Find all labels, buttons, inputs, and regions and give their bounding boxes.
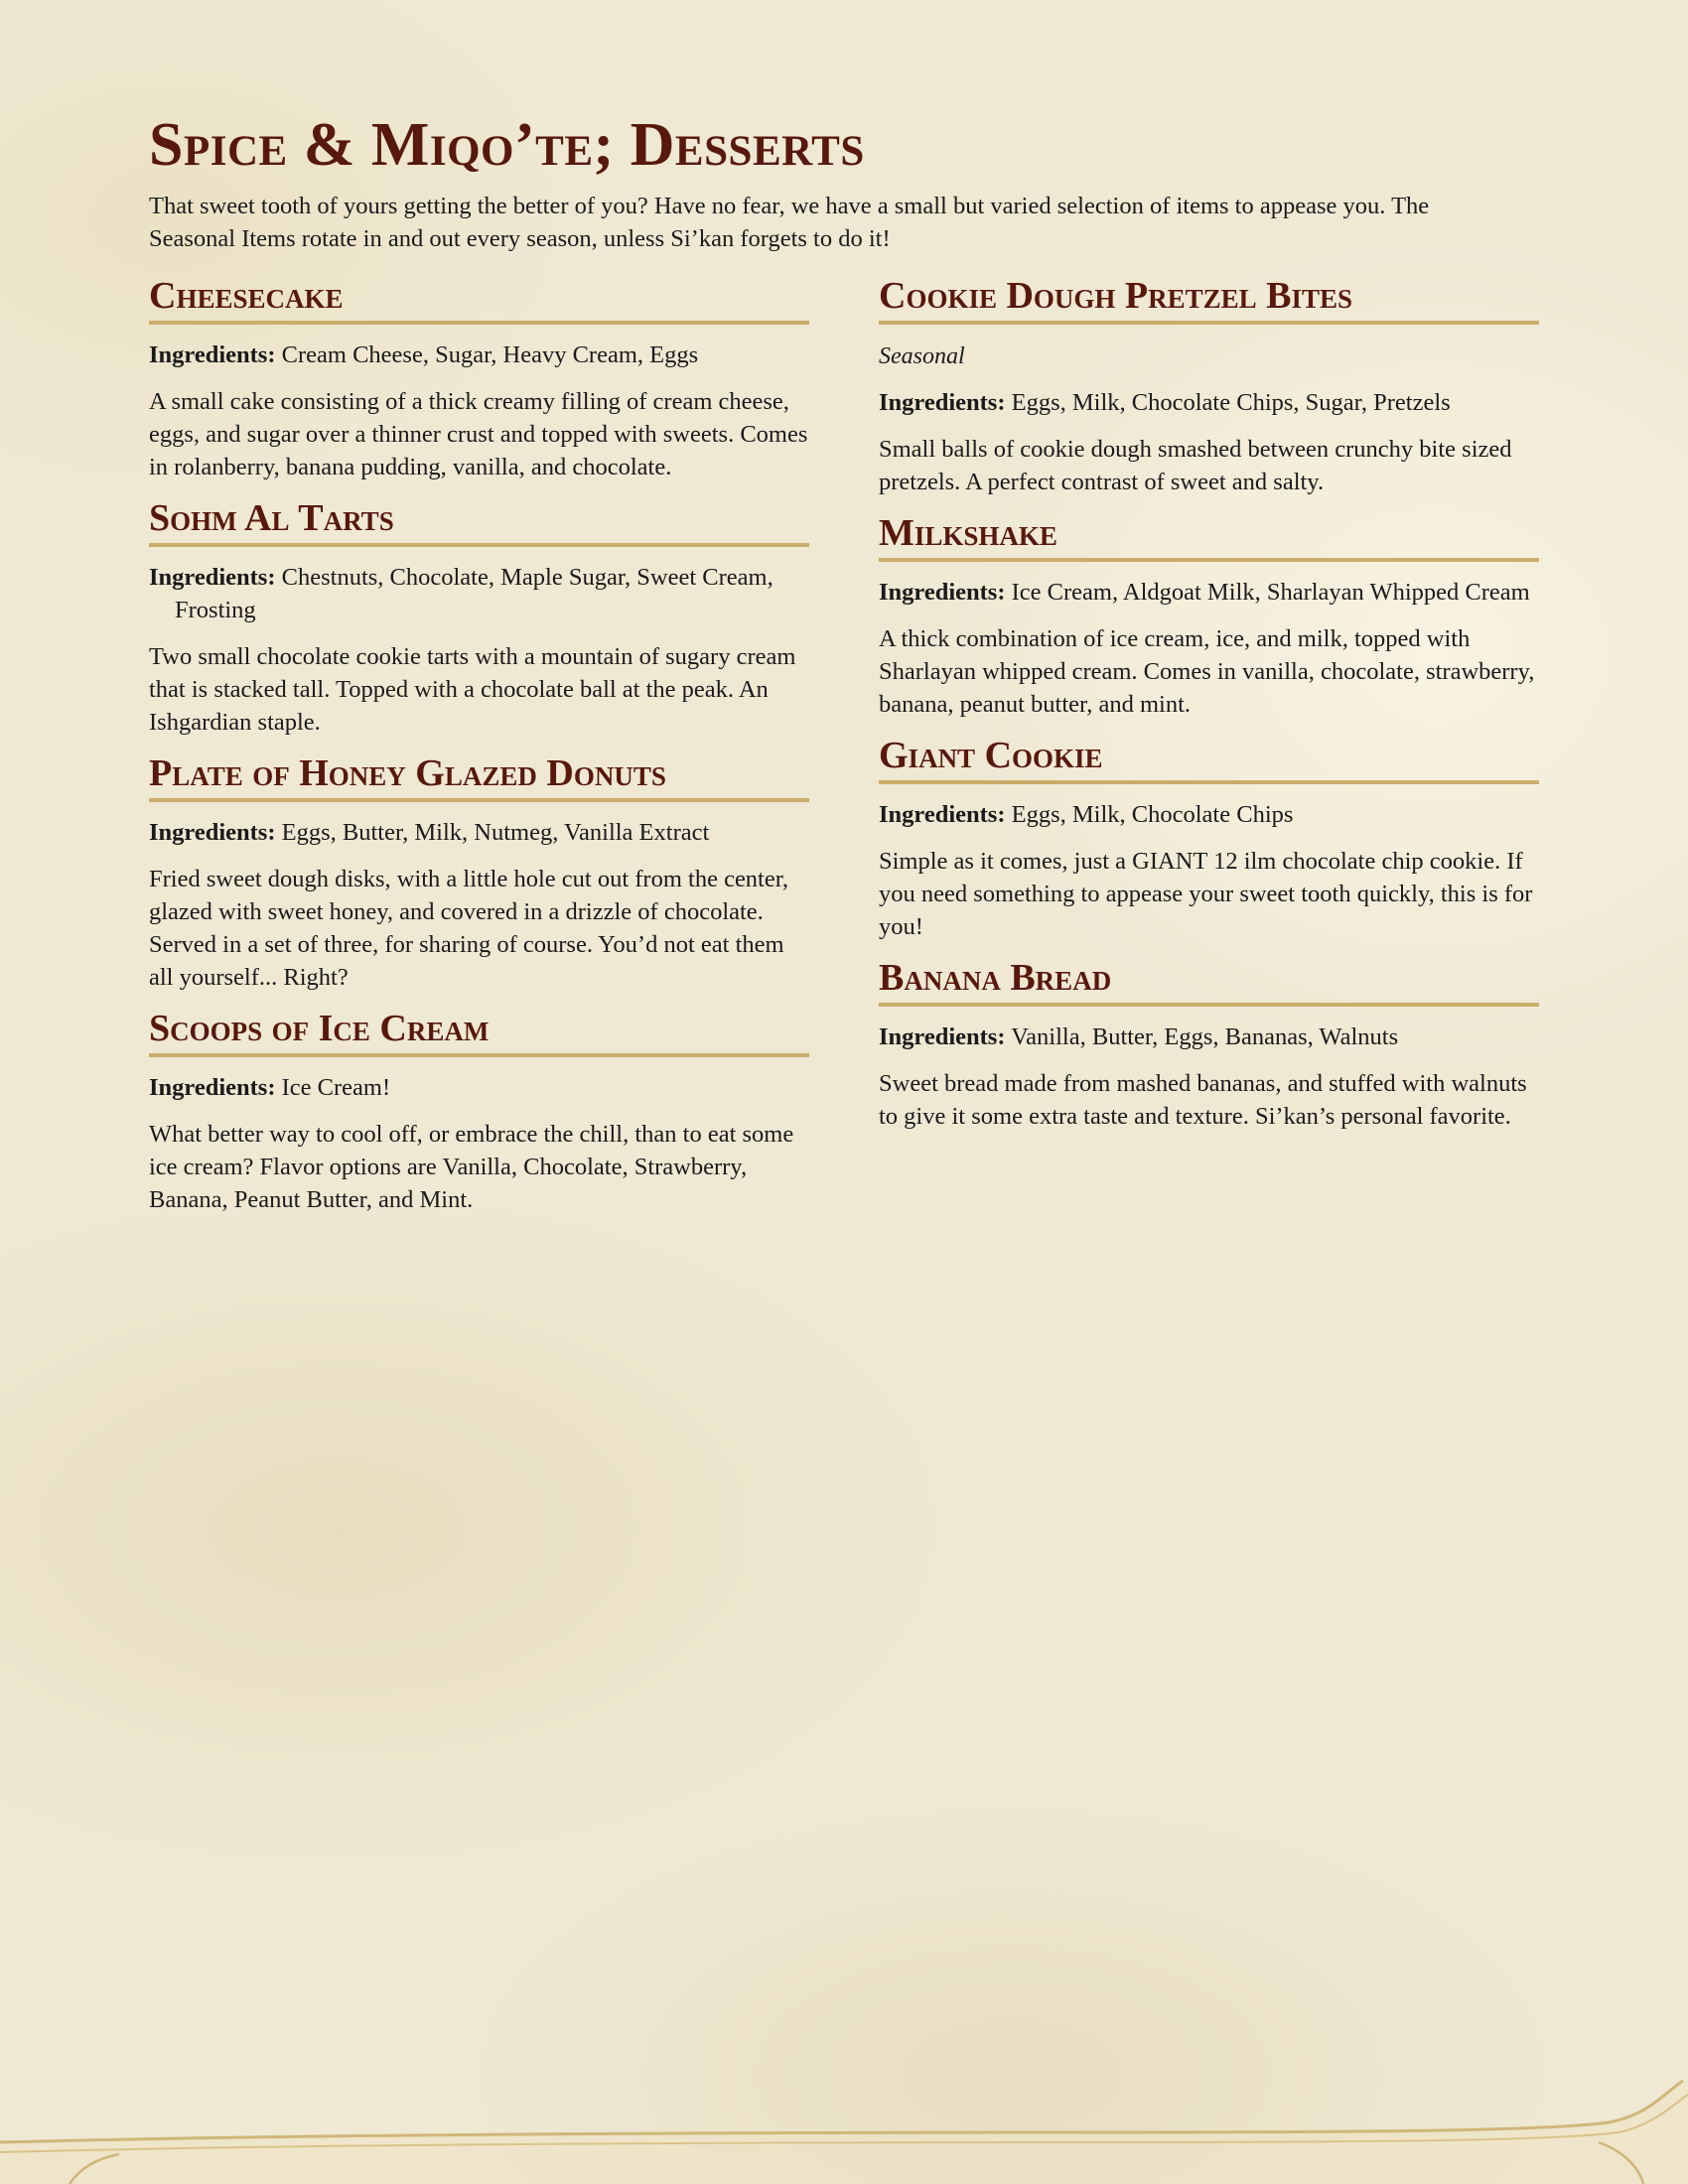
item-description: Simple as it comes, just a GIANT 12 ilm chocolate chip cookie. If you need something to appease your sweet tooth quickly, this is for you! — [879, 848, 1533, 940]
item-ingredients — [149, 816, 809, 849]
item-name: Sohm Al Tarts — [149, 495, 809, 547]
menu-item-milkshake — [879, 510, 1539, 721]
menu-item-ice-cream — [149, 1006, 809, 1216]
menu-item-honey-glazed-donuts — [149, 751, 809, 994]
item-description: Sweet bread made from mashed bananas, and stuffed with walnuts to give it some extra taste and texture. Si’kan’s personal favorite. — [879, 1070, 1527, 1130]
ingredients-label: Ingredients: — [879, 801, 1006, 828]
item-description: A small cake consisting of a thick creamy filling of cream cheese, eggs, and sugar over a thinner crust and topped with sweets. Comes in rolanberry, banana pudding, vanilla, and chocolate. — [149, 388, 808, 480]
item-ingredients — [879, 386, 1539, 419]
item-name: Cookie Dough Pretzel Bites — [879, 273, 1539, 325]
item-description: Fried sweet dough disks, with a little hole cut out from the center, glazed with sweet honey, and covered in a drizzle of chocolate. Served in a set of three, for sharing of course. You’d not eat them all yourself... Right? — [149, 866, 789, 991]
ingredients-label: Ingredients: — [879, 1024, 1006, 1050]
ingredients-list: Eggs, Milk, Chocolate Chips, Sugar, Pretzels — [1011, 389, 1451, 416]
right-column — [879, 273, 1539, 1133]
menu-item-cookie-dough-pretzel-bites — [879, 273, 1539, 498]
ingredients-label: Ingredients: — [149, 564, 276, 591]
item-name: Scoops of Ice Cream — [149, 1006, 809, 1057]
item-name: Cheesecake — [149, 273, 809, 325]
item-description: Small balls of cookie dough smashed between crunchy bite sized pretzels. A perfect contrast of sweet and salty. — [879, 436, 1512, 495]
menu-item-cheesecake — [149, 273, 809, 483]
ingredients-list: Vanilla, Butter, Eggs, Bananas, Walnuts — [1011, 1024, 1399, 1050]
item-name: Milkshake — [879, 510, 1539, 562]
intro-paragraph: That sweet tooth of yours getting the better of you? Have no fear, we have a small but varied selection of items to appease you. The Seasonal Items rotate in and out every season, unless Si’kan forgets to do it! — [149, 193, 1430, 252]
ingredients-list: Ice Cream! — [281, 1074, 391, 1101]
ingredients-label: Ingredients: — [879, 579, 1006, 606]
ingredients-label: Ingredients: — [149, 341, 276, 368]
page-footer-ornament — [0, 2075, 1688, 2184]
ingredients-list: Ice Cream, Aldgoat Milk, Sharlayan Whipped Cream — [1011, 579, 1530, 606]
ingredients-label: Ingredients: — [879, 389, 1006, 416]
item-description: A thick combination of ice cream, ice, and milk, topped with Sharlayan whipped cream. Comes in vanilla, chocolate, strawberry, banana, peanut butter, and mint. — [879, 625, 1535, 718]
ingredients-list: Eggs, Milk, Chocolate Chips — [1011, 801, 1294, 828]
item-description: Two small chocolate cookie tarts with a mountain of sugary cream that is stacked tall. Topped with a chocolate ball at the peak. An Ishgardian staple. — [149, 643, 796, 736]
seasonal-tag: Seasonal — [879, 343, 965, 369]
menu-item-banana-bread — [879, 955, 1539, 1133]
ingredients-list: Chestnuts, Chocolate, Maple Sugar, Sweet Cream, Frosting — [175, 564, 774, 623]
ingredients-label: Ingredients: — [149, 1074, 276, 1101]
item-ingredients — [149, 339, 809, 371]
item-ingredients — [149, 561, 809, 626]
item-ingredients — [879, 576, 1539, 609]
ingredients-list: Eggs, Butter, Milk, Nutmeg, Vanilla Extract — [281, 819, 710, 846]
item-name: Plate of Honey Glazed Donuts — [149, 751, 809, 802]
ingredients-list: Cream Cheese, Sugar, Heavy Cream, Eggs — [281, 341, 699, 368]
page-title: Spice & Miqo’te; Desserts — [149, 111, 865, 179]
item-name: Banana Bread — [879, 955, 1539, 1007]
ingredients-label: Ingredients: — [149, 819, 276, 846]
footer-ornament-band — [0, 2085, 1688, 2184]
page — [149, 111, 1539, 1213]
item-ingredients — [149, 1071, 809, 1104]
item-ingredients — [879, 798, 1539, 831]
item-name: Giant Cookie — [879, 733, 1539, 784]
left-column — [149, 273, 809, 1216]
menu-item-giant-cookie — [879, 733, 1539, 943]
menu-item-sohm-al-tarts — [149, 495, 809, 739]
item-description: What better way to cool off, or embrace the chill, than to eat some ice cream? Flavor options are Vanilla, Chocolate, Strawberry, Banana, Peanut Butter, and Mint. — [149, 1121, 794, 1213]
item-ingredients — [879, 1021, 1539, 1053]
